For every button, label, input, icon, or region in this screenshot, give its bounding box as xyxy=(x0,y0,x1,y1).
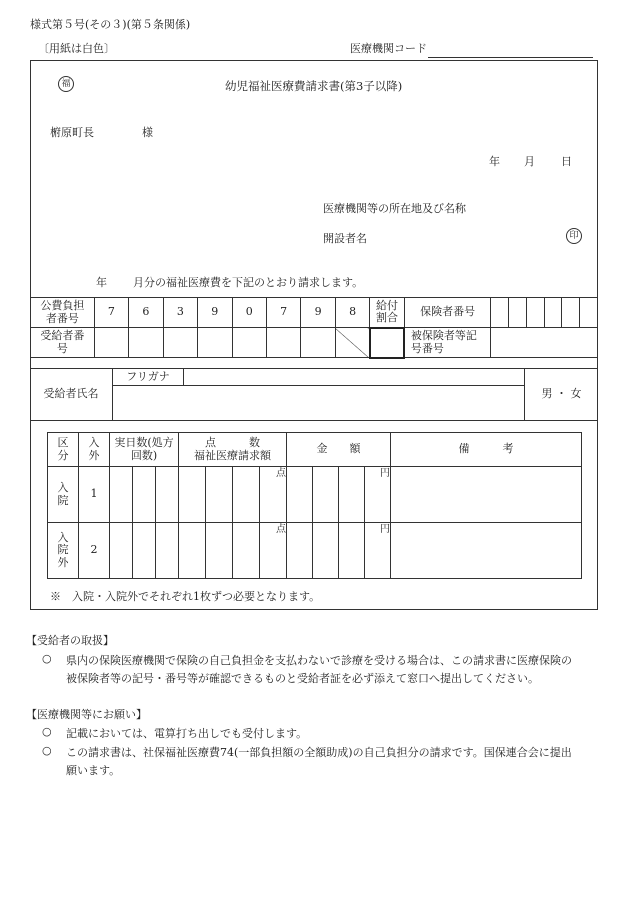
points-cell[interactable] xyxy=(206,467,233,523)
recipient-digit-cell[interactable] xyxy=(198,328,232,358)
yen-unit: 円 xyxy=(365,523,391,579)
burden-digit: 6 xyxy=(129,298,163,328)
remarks-cell[interactable] xyxy=(391,467,582,523)
header-kubun: 区分 xyxy=(48,433,79,467)
insurer-digit-cell[interactable] xyxy=(544,298,562,328)
burden-digit: 7 xyxy=(94,298,128,328)
insurer-digit-cell[interactable] xyxy=(509,298,527,328)
institution-note-cont: 願います。 xyxy=(66,764,121,777)
seal-mark xyxy=(566,228,582,244)
date-year-label: 年 xyxy=(489,155,500,168)
fuku-mark xyxy=(58,76,74,92)
yen-unit: 円 xyxy=(365,467,391,523)
days-cell[interactable] xyxy=(133,467,156,523)
remarks-cell[interactable] xyxy=(391,523,582,579)
institution-code-input[interactable] xyxy=(428,44,593,58)
amount-cell[interactable] xyxy=(313,523,339,579)
table-row xyxy=(48,523,582,579)
recipient-digit-cell[interactable] xyxy=(163,328,197,358)
paper-note: 〔用紙は白色〕 xyxy=(38,42,115,55)
burden-digit: 9 xyxy=(198,298,232,328)
benefit-ratio-input[interactable] xyxy=(370,328,404,358)
recipient-number-label: 受給者番号 xyxy=(31,328,95,358)
furigana-label: フリガナ xyxy=(113,369,184,386)
claim-detail-table xyxy=(47,432,582,579)
points-cell[interactable] xyxy=(233,467,260,523)
addressee-sama: 様 xyxy=(142,126,153,139)
amount-cell[interactable] xyxy=(287,467,313,523)
insurer-digit-cell[interactable] xyxy=(526,298,544,328)
insured-number-label: 被保険者等記号番号 xyxy=(404,328,491,358)
recipient-note-cont: 被保険者等の記号・番号等が確認できるものと受給者証を必ず添えて窓口へ提出してください。 xyxy=(66,672,539,685)
institution-notes-heading: 【医療機関等にお願い】 xyxy=(26,708,147,721)
insurer-digit-cell[interactable] xyxy=(491,298,509,328)
points-cell[interactable] xyxy=(206,523,233,579)
recipient-note-text: 県内の保険医療機関で保険の自己負担金を支払わないで診療を受ける場合は、この請求書に医療保険の xyxy=(66,654,572,667)
days-cell[interactable] xyxy=(156,467,179,523)
header-remarks: 備 考 xyxy=(391,433,582,467)
institution-address-label: 医療機関等の所在地及び名称 xyxy=(323,202,466,215)
amount-cell[interactable] xyxy=(313,467,339,523)
insurer-number-label: 保険者番号 xyxy=(404,298,491,328)
burden-digit: 7 xyxy=(266,298,300,328)
recipient-digit-cell[interactable] xyxy=(129,328,163,358)
institution-code-label: 医療機関コード xyxy=(350,42,427,55)
table-row xyxy=(48,467,582,523)
founder-name-label: 開設者名 xyxy=(323,232,367,245)
burden-digit: 8 xyxy=(335,298,369,328)
bullet-icon: ○ xyxy=(42,744,52,757)
amount-cell[interactable] xyxy=(339,523,365,579)
institution-note-text: この請求書は、社保福祉医療費74(一部負担額の全額助成)の自己負担分の請求です。国保連合会に提出 xyxy=(66,746,572,759)
burden-digit: 9 xyxy=(301,298,335,328)
sex-selector[interactable]: 男 ・ 女 xyxy=(525,369,599,421)
header-nyugai: 入外 xyxy=(79,433,110,467)
diagonal-cell xyxy=(335,328,369,358)
header-points-sub: 福祉医療請求額 xyxy=(194,448,271,462)
benefit-ratio-label: 給付割合 xyxy=(370,298,404,328)
insurance-number-table xyxy=(30,297,598,359)
form-title: 幼児福祉医療費請求書(第3子以降) xyxy=(225,79,403,93)
request-statement: 月分の福祉医療費を下記のとおり請求します。 xyxy=(133,276,364,289)
row-kubun: 入院外 xyxy=(48,523,79,579)
points-unit: 点 xyxy=(260,523,287,579)
row-nyugai: 1 xyxy=(79,467,110,523)
recipient-digit-cell[interactable] xyxy=(94,328,128,358)
recipient-digit-cell[interactable] xyxy=(232,328,266,358)
points-cell[interactable] xyxy=(179,467,206,523)
bullet-icon: ○ xyxy=(42,725,52,738)
points-cell[interactable] xyxy=(233,523,260,579)
recipient-notes-heading: 【受給者の取扱】 xyxy=(26,634,114,647)
burden-digit: 0 xyxy=(232,298,266,328)
fuku-mark-icon: 福 xyxy=(58,76,74,92)
header-points: 点 数 福祉医療請求額 xyxy=(179,433,287,467)
date-month-label: 月 xyxy=(524,155,535,168)
recipient-name-table xyxy=(30,368,598,421)
recipient-digit-cell[interactable] xyxy=(266,328,300,358)
header-amount: 金 額 xyxy=(287,433,391,467)
burden-number-label: 公費負担者番号 xyxy=(31,298,95,328)
insurer-digit-cell[interactable] xyxy=(580,298,598,328)
burden-digit: 3 xyxy=(163,298,197,328)
days-cell[interactable] xyxy=(133,523,156,579)
days-cell[interactable] xyxy=(156,523,179,579)
bullet-icon: ○ xyxy=(42,652,52,665)
detail-note: ※ 入院・入院外でそれぞれ1枚ずつ必要となります。 xyxy=(50,590,321,603)
row-kubun: 入院 xyxy=(48,467,79,523)
amount-cell[interactable] xyxy=(287,523,313,579)
points-cell[interactable] xyxy=(179,523,206,579)
points-unit: 点 xyxy=(260,467,287,523)
insurer-digit-cell[interactable] xyxy=(562,298,580,328)
row-nyugai: 2 xyxy=(79,523,110,579)
date-day-label: 日 xyxy=(561,155,572,168)
insured-number-input[interactable] xyxy=(491,328,598,358)
institution-note-text: 記載においては、電算打ち出しでも受付します。 xyxy=(66,727,308,740)
recipient-name-input[interactable] xyxy=(113,386,525,421)
days-cell[interactable] xyxy=(110,467,133,523)
amount-cell[interactable] xyxy=(339,467,365,523)
recipient-digit-cell[interactable] xyxy=(301,328,335,358)
days-cell[interactable] xyxy=(110,523,133,579)
recipient-name-label: 受給者氏名 xyxy=(30,369,113,421)
furigana-input[interactable] xyxy=(184,369,525,386)
header-days: 実日数(処方回数) xyxy=(110,433,179,467)
seal-icon: 印 xyxy=(566,228,582,244)
addressee-town: 椨原町長 xyxy=(50,126,94,139)
request-year-label: 年 xyxy=(96,276,107,289)
form-number: 様式第５号(その３)(第５条関係) xyxy=(30,18,191,31)
